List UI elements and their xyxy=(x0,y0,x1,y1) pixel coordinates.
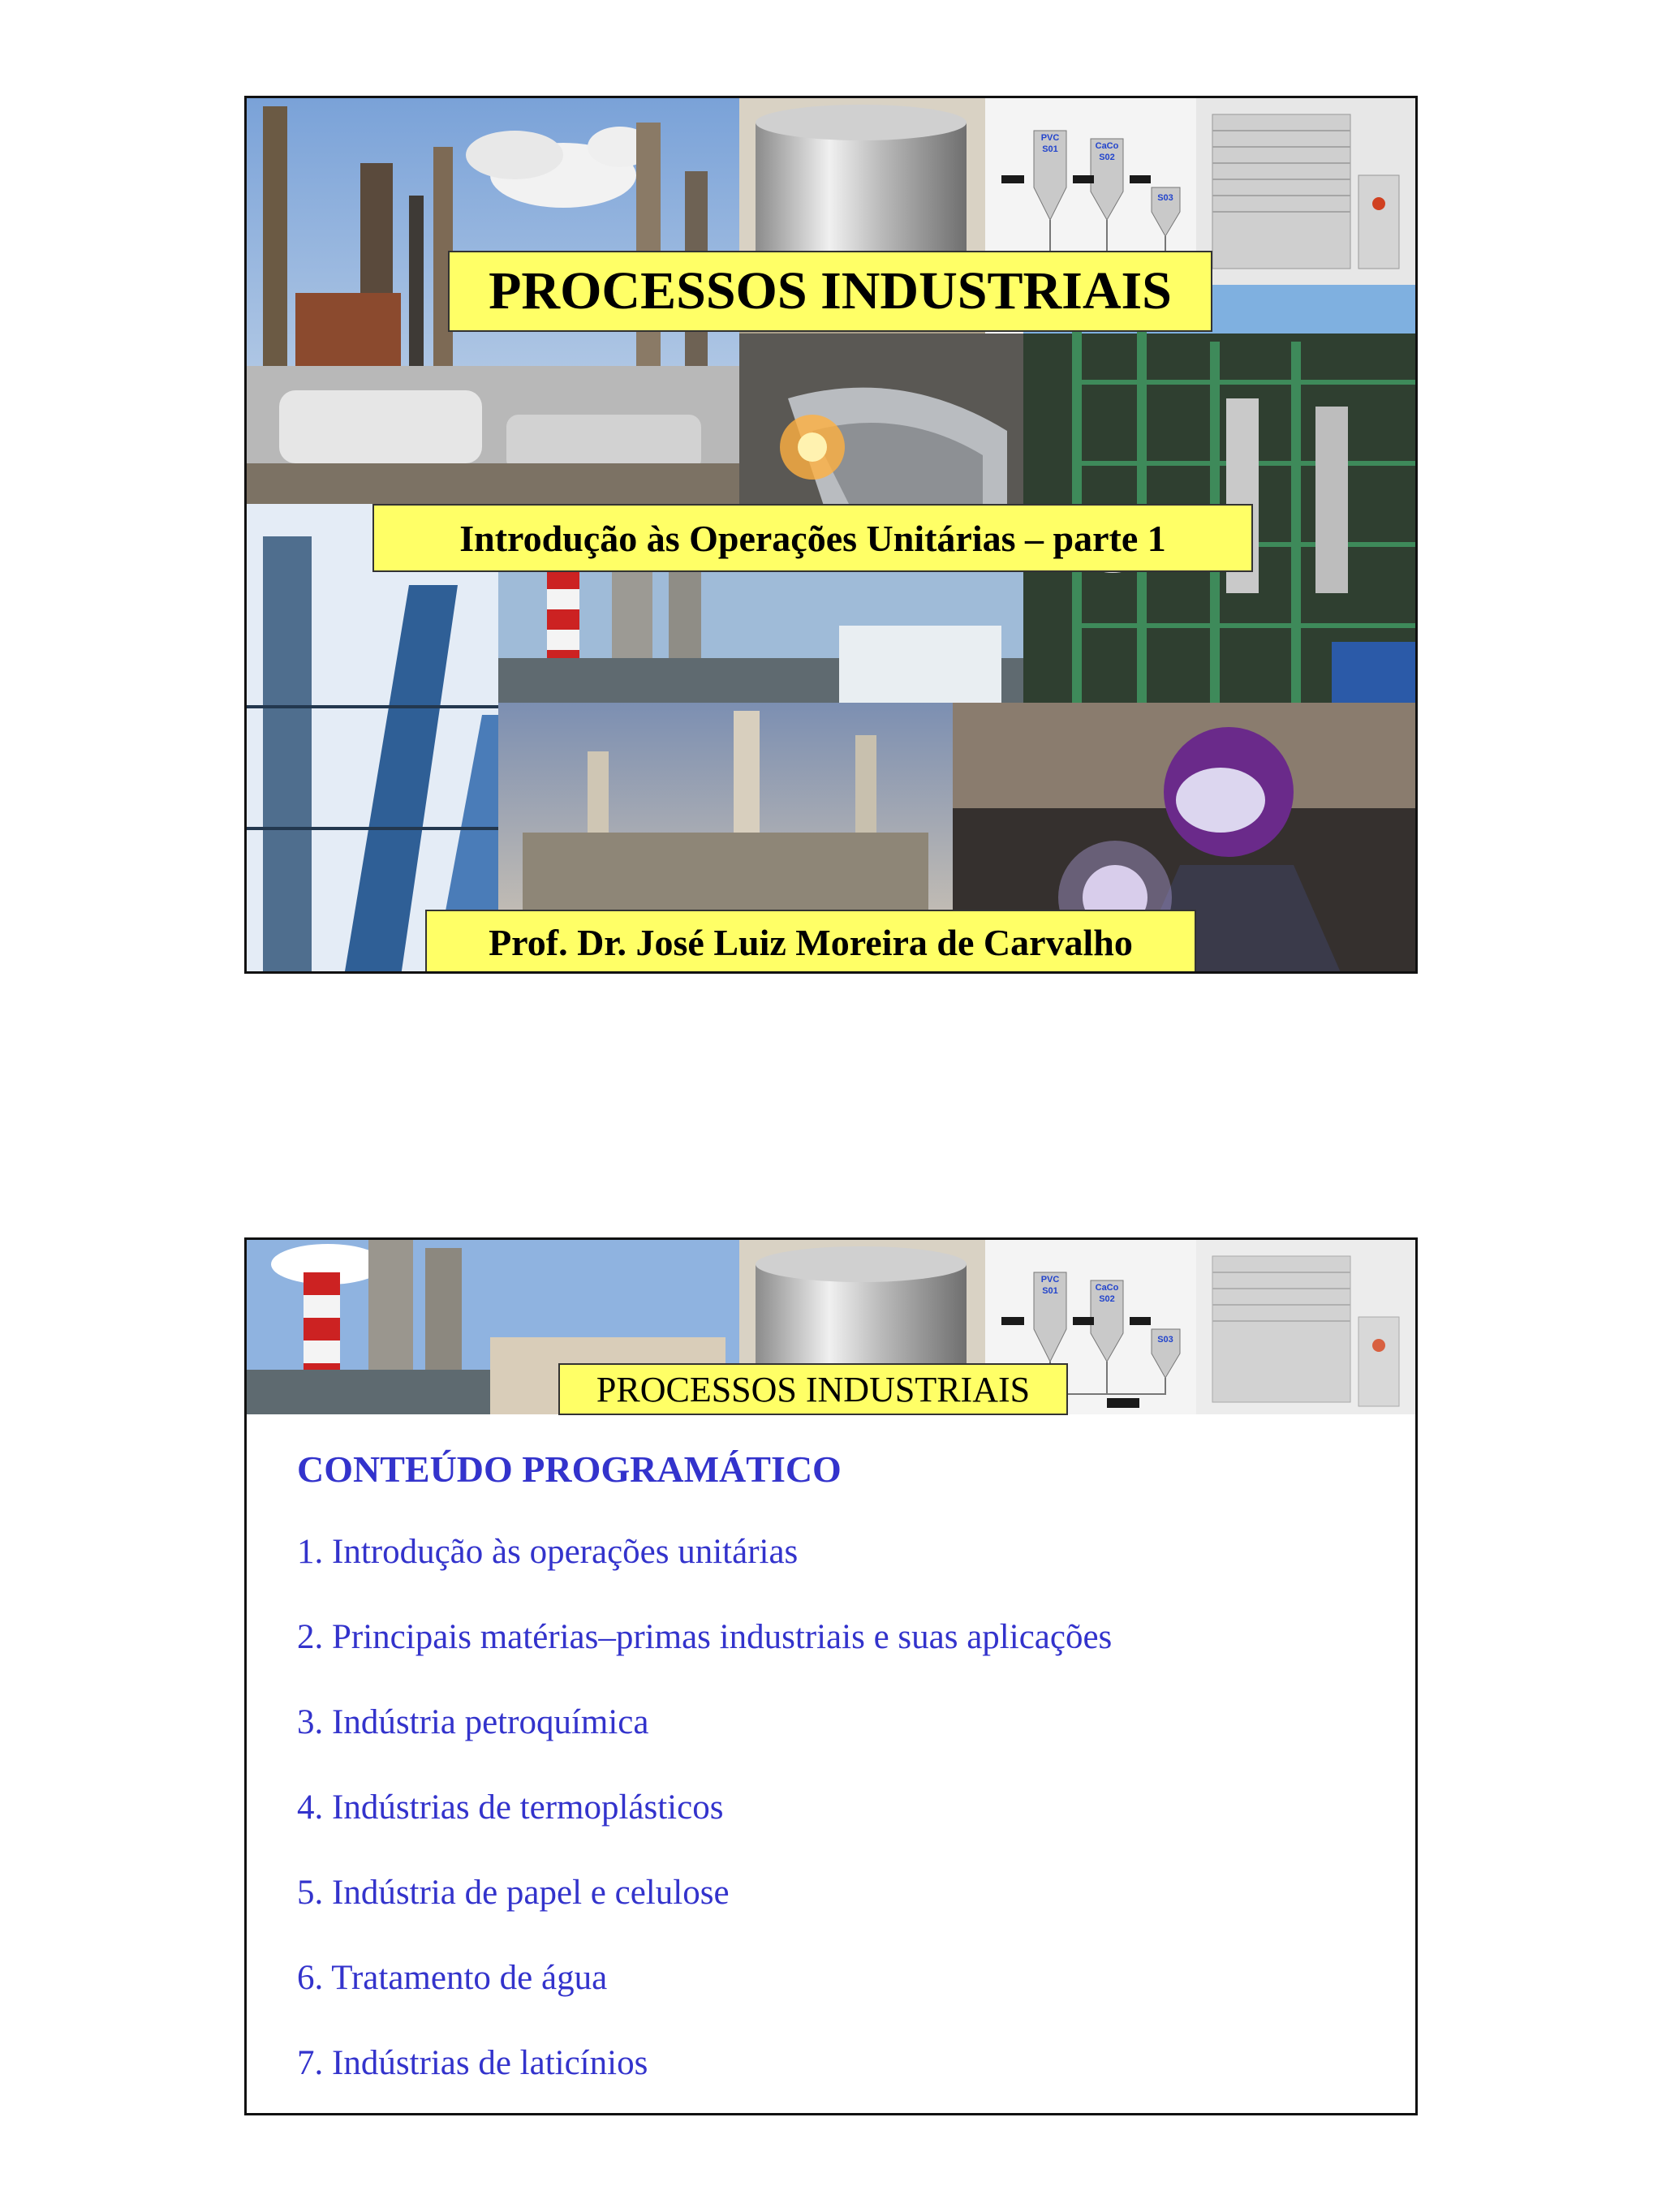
tank2-label-2: S02 xyxy=(1099,153,1115,162)
list-item: 5. Indústria de papel e celulose xyxy=(297,1874,730,1912)
slide-title xyxy=(244,96,1418,974)
list-item: 3. Indústria petroquímica xyxy=(297,1703,649,1741)
tank1-label-1: PVC xyxy=(1040,133,1060,143)
header-machine-photo xyxy=(1196,1240,1418,1414)
machine-photo xyxy=(1196,98,1418,285)
slide2-header-title: PROCESSOS INDUSTRIAIS xyxy=(558,1363,1068,1415)
topic-list xyxy=(297,1532,1112,2115)
section-title: CONTEÚDO PROGRAMÁTICO xyxy=(297,1448,842,1490)
tank2-label-1: CaCo xyxy=(1095,1283,1119,1293)
list-item: 4. Indústrias de termoplásticos xyxy=(297,1788,724,1827)
tank3-label: S03 xyxy=(1157,193,1173,203)
power-station-photo xyxy=(498,553,1023,703)
slide1-subtitle: Introdução às Operações Unitárias – parte 1 xyxy=(372,504,1253,572)
blue-pipes-photo xyxy=(247,504,498,974)
list-item: 6. Tratamento de água xyxy=(297,1959,608,1997)
slide-contents xyxy=(244,1237,1418,2115)
tank3-label: S03 xyxy=(1157,1335,1173,1345)
list-item: 7. Indústrias de laticínios xyxy=(297,2044,648,2082)
list-item: 1. Introdução às operações unitárias xyxy=(297,1533,799,1571)
tank2-label-2: S02 xyxy=(1099,1294,1115,1304)
list-item: 2. Principais matérias–primas industriais e suas aplicações xyxy=(297,1618,1113,1656)
tank1-label-1: PVC xyxy=(1040,1275,1060,1285)
tank1-label-2: S01 xyxy=(1042,144,1058,154)
slide1-title: PROCESSOS INDUSTRIAIS xyxy=(448,251,1212,332)
tank1-label-2: S01 xyxy=(1042,1286,1058,1296)
distillation-plant-photo xyxy=(1023,285,1418,703)
slide1-author: Prof. Dr. José Luiz Moreira de Carvalho xyxy=(425,910,1196,974)
tank2-label-1: CaCo xyxy=(1095,141,1119,151)
